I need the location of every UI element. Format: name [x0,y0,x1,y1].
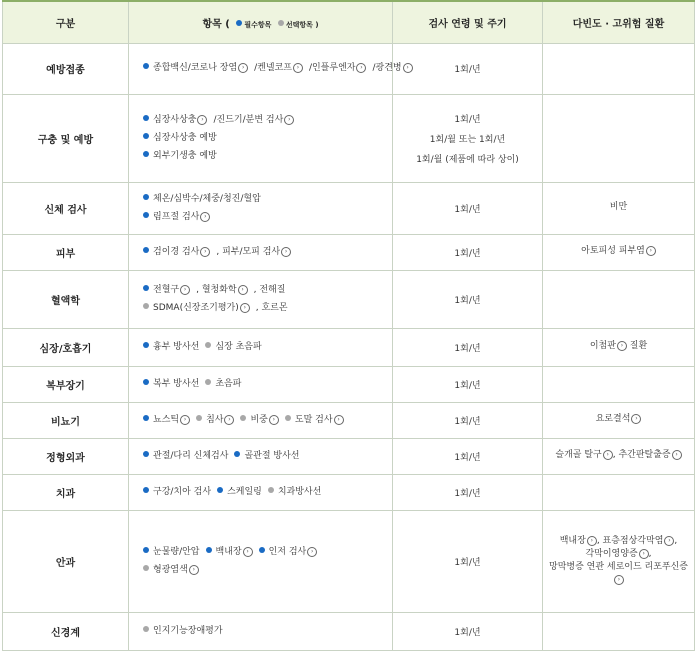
info-icon[interactable]: › [639,549,649,559]
optional-dot-icon [268,487,274,493]
check-item-label: 구강/치아 검사 [153,486,212,497]
row-items [129,474,393,510]
item-line [143,193,384,205]
disease-label: , 표층점상각막염 [596,535,664,546]
required-dot-icon [143,194,149,200]
check-item-label: 스케일링 [227,486,262,497]
check-item-label: 침사 [206,414,224,425]
row-frequency [393,510,543,612]
row-diseases [543,402,695,438]
check-item-label: 흉부 방사선 [153,341,200,352]
check-item-label: , 피부/모피 검사 [216,246,281,257]
check-item-label: /진드기/분변 검사 [213,114,284,125]
info-icon[interactable]: › [293,63,303,73]
disease-label: 질환 [626,341,648,352]
check-item-label: SDMA(신장조기평가) [153,303,239,313]
check-item-label: 심장사상충 [153,114,197,125]
required-dot-icon [234,451,240,457]
item-line [143,378,384,390]
row-category: 정형외과 [3,438,129,474]
check-item [143,487,211,497]
table-row [3,43,695,94]
disease-label: 아토피성 피부염 [581,246,645,257]
check-item [205,342,261,352]
info-icon[interactable]: › [672,450,682,460]
frequency-text: 1회/년 [454,65,481,75]
info-icon[interactable]: › [356,63,366,73]
item-line [143,211,384,223]
info-icon[interactable]: › [587,536,597,546]
table-row [3,438,695,474]
required-dot-icon [259,547,265,553]
check-item-label: 외부기생충 예방 [153,151,217,162]
check-item-label: , 혈청화학 [196,284,237,295]
check-item [143,565,199,575]
row-diseases [543,234,695,270]
check-item-label: , 호르몬 [255,303,288,313]
row-items [129,182,393,234]
optional-dot-icon [143,565,149,571]
frequency-text: 1회/년 [454,343,481,354]
check-item [143,547,200,557]
header-row [3,1,695,43]
optional-dot-icon [196,415,202,421]
check-item [309,63,367,73]
required-dot-icon [143,212,149,218]
check-item [143,63,248,73]
disease-label: , [648,548,652,559]
header-diseases: 다빈도 · 고위험 질환 [543,1,695,43]
row-category: 신경계 [3,612,129,650]
row-items [129,43,409,94]
item-line [143,246,384,258]
info-icon[interactable]: › [269,415,279,425]
check-item [143,212,210,222]
check-item-label: 눈물량/안압 [153,546,200,557]
item-line [143,564,384,576]
row-category: 비뇨기 [3,402,129,438]
disease-label: 망막병증 연관 세로이드 리포푸신증 [549,562,688,572]
required-dot-icon [143,379,149,385]
required-dot-icon [236,20,242,26]
check-item [217,487,262,497]
check-item [256,303,288,313]
item-line [143,414,384,426]
row-items [129,234,393,270]
row-category: 복부장기 [3,366,129,402]
check-item [143,194,261,204]
disease-line [543,561,694,574]
row-items [129,270,393,328]
row-frequency [393,182,543,234]
row-category: 혈액학 [3,270,129,328]
item-line [143,546,384,558]
check-item-label: 뇨스틱 [153,414,180,425]
item-line [143,341,384,353]
info-icon[interactable]: › [403,63,413,73]
row-frequency [393,366,543,402]
frequency-text: 1회/월 (제품에 따라 상이) [416,154,519,165]
disease-label: 비만 [609,202,628,213]
table-row [3,366,695,402]
check-item-label: 골관절 방사선 [244,450,300,461]
check-item-label: 전혈구 [153,284,180,295]
disease-label: 슬개골 탈구 [555,450,602,461]
check-item-label: 치과방사선 [277,486,322,497]
check-item [254,63,303,73]
check-item-label: 종합백신/코로나 장염 [153,63,238,74]
check-item [268,487,321,497]
required-dot-icon [143,415,149,421]
required-dot-icon [206,547,212,553]
optional-dot-icon [143,303,149,309]
info-icon[interactable]: › [240,303,250,313]
check-item [196,285,248,295]
item-line [143,114,384,126]
required-dot-icon [143,285,149,291]
disease-line [543,535,694,548]
check-item [259,547,318,557]
required-dot-icon [143,133,149,139]
row-items [129,612,393,650]
check-item-label: 심장사상충 예방 [153,132,217,143]
row-diseases [543,94,695,182]
check-item-label: 비중 [250,414,268,425]
optional-dot-icon [240,415,246,421]
info-icon[interactable]: › [617,341,627,351]
check-item-label: 심장 초음파 [215,341,262,352]
item-line [143,302,384,314]
frequency-text: 1회/월 또는 1회/년 [429,134,506,145]
check-item-label: 복부 방사선 [153,378,200,389]
check-item [205,379,241,389]
required-dot-icon [143,487,149,493]
check-item-label: /인플루엔자 [308,63,356,74]
health-check-table [2,0,695,651]
disease-label: , 추간판탈출증 [612,450,671,461]
row-items [129,402,393,438]
row-category: 치과 [3,474,129,510]
required-dot-icon [143,115,149,121]
row-diseases [543,366,695,402]
item-line [143,62,409,74]
check-item [234,451,299,461]
check-item-label: 인저 검사 [268,546,307,557]
frequency-text: 1회/년 [454,248,481,259]
check-item [143,151,217,161]
info-icon[interactable]: › [200,212,210,222]
info-icon[interactable]: › [281,247,291,257]
required-dot-icon [143,342,149,348]
check-item-label: , 전해질 [253,284,286,295]
info-icon[interactable]: › [307,547,317,557]
row-category: 예방접종 [3,43,129,94]
check-item-label: /광견병 [372,63,402,74]
table-row [3,234,695,270]
info-icon[interactable]: › [238,285,248,295]
check-item-label: 체온/심박수/체중/청진/혈압 [153,193,261,204]
info-icon[interactable]: › [180,285,190,295]
check-item-label: 림프절 검사 [153,212,200,222]
row-frequency [393,270,543,328]
frequency-text: 1회/년 [454,380,481,391]
frequency-text: 1회/년 [454,416,481,427]
info-icon[interactable]: › [646,246,656,256]
row-category: 구충 및 예방 [3,94,129,182]
disease-line [543,548,694,561]
required-dot-icon [217,487,223,493]
item-line [143,150,384,162]
info-icon[interactable]: › [334,415,344,425]
check-item [143,379,199,389]
info-icon[interactable]: › [284,115,294,125]
check-item-label: 검이경 검사 [153,246,200,257]
legend-optional: 선택항목 ) [285,20,319,29]
frequency-text: 1회/년 [454,452,481,463]
check-item [213,115,294,125]
check-item-label: 도말 검사 [294,414,333,425]
row-frequency [393,43,543,94]
row-frequency [393,328,543,366]
frequency-text: 1회/년 [454,295,481,306]
table-row [3,612,695,650]
check-item [143,303,250,313]
info-icon[interactable]: › [189,565,199,575]
row-frequency [393,234,543,270]
check-item [143,247,210,257]
check-item-label: 형광염색 [153,565,188,575]
check-item [143,415,190,425]
check-item [143,451,228,461]
header-items [129,1,393,43]
table-row [3,402,695,438]
item-line [143,284,384,296]
check-item [285,415,344,425]
header-frequency: 검사 연령 및 주기 [393,1,543,43]
item-line [143,625,384,637]
check-item [196,415,234,425]
row-diseases [543,182,695,234]
table-row [3,510,695,612]
check-item-label: 관절/다리 신체검사 [153,450,229,461]
check-item [372,63,412,73]
check-item-label: 초음파 [215,378,242,389]
row-frequency [393,94,543,182]
row-items [129,94,393,182]
info-icon[interactable]: › [664,536,674,546]
info-icon[interactable]: › [200,247,210,257]
check-item [143,342,199,352]
row-category: 피부 [3,234,129,270]
row-frequency [393,402,543,438]
table-row [3,270,695,328]
row-category: 안과 [3,510,129,612]
info-icon[interactable]: › [197,115,207,125]
header-category: 구분 [3,1,129,43]
item-line [143,132,384,144]
table-row [3,94,695,182]
check-item [143,285,190,295]
info-icon[interactable]: › [243,547,253,557]
row-items [129,328,393,366]
row-diseases [543,438,695,474]
optional-dot-icon [205,379,211,385]
disease-label: 각막이영양증 [585,548,638,559]
required-dot-icon [143,63,149,69]
frequency-text: 1회/년 [454,557,481,568]
check-item [254,285,286,295]
row-items [129,510,393,612]
required-dot-icon [143,247,149,253]
check-item [143,115,207,125]
table-row [3,328,695,366]
optional-dot-icon [143,626,149,632]
required-dot-icon [143,547,149,553]
required-dot-icon [143,151,149,157]
optional-dot-icon [278,20,284,26]
info-icon[interactable]: › [180,415,190,425]
row-frequency [393,438,543,474]
row-frequency [393,474,543,510]
optional-dot-icon [285,415,291,421]
disease-label: 요로결석 [595,414,631,425]
item-line [143,450,384,462]
disease-line [543,574,694,587]
disease-label: 이첨판 [589,341,616,352]
info-icon[interactable]: › [603,450,613,460]
info-icon[interactable]: › [631,414,641,424]
legend-required: 필수항목 [244,20,272,29]
info-icon[interactable]: › [614,575,624,585]
frequency-text: 1회/년 [454,204,481,215]
row-category: 신체 검사 [3,182,129,234]
row-frequency [393,612,543,650]
check-item-label: /켄넬코프 [254,63,292,74]
optional-dot-icon [205,342,211,348]
row-items [129,366,393,402]
frequency-text: 1회/년 [454,627,481,638]
row-diseases [543,270,695,328]
info-icon[interactable]: › [238,63,248,73]
row-diseases [543,474,695,510]
check-item [240,415,278,425]
table-row [3,182,695,234]
check-item-label: 백내장 [215,546,242,557]
row-diseases [543,510,695,612]
item-line [143,486,384,498]
frequency-text: 1회/년 [454,488,481,499]
row-diseases [543,612,695,650]
disease-label: , [674,535,678,546]
row-category: 심장/호흡기 [3,328,129,366]
header-items-title: 항목 ( [202,18,230,30]
row-diseases [543,328,695,366]
check-item [206,547,253,557]
check-item [216,247,291,257]
disease-label: 백내장 [559,535,586,546]
info-icon[interactable]: › [224,415,234,425]
table-row [3,474,695,510]
check-item-label: 인지기능장애평가 [153,625,223,636]
row-diseases [543,43,695,94]
check-item [143,133,217,143]
check-item [143,626,223,636]
row-items [129,438,393,474]
required-dot-icon [143,451,149,457]
frequency-text: 1회/년 [454,114,481,125]
